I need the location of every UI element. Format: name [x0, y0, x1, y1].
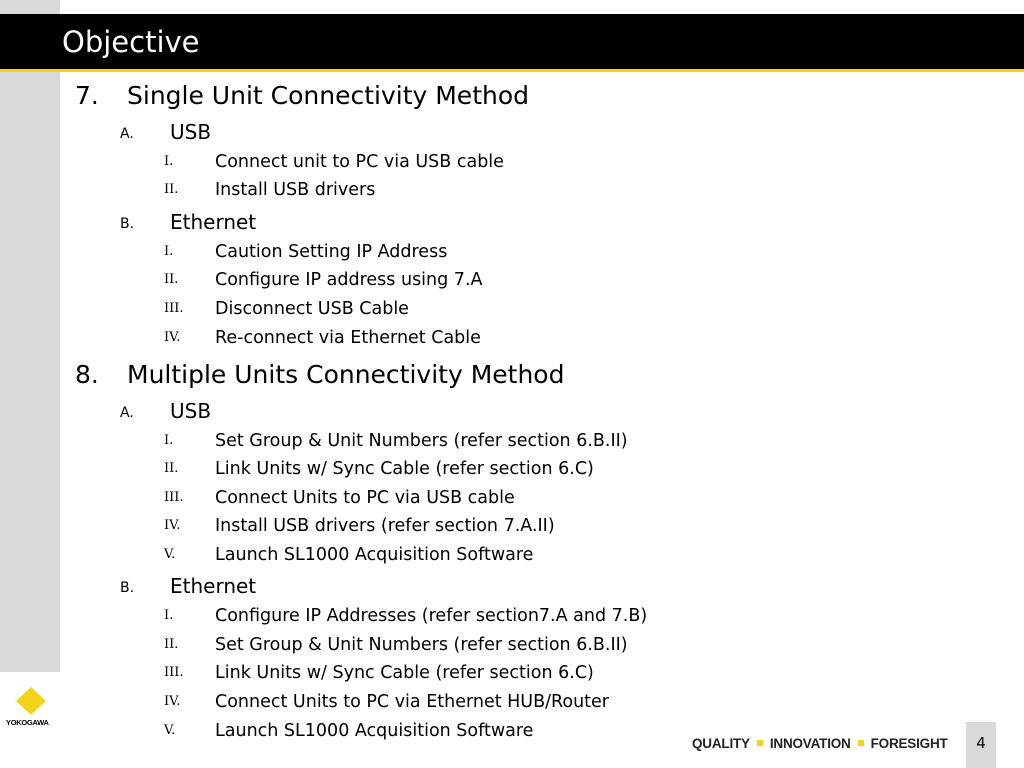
section-7-heading: Single Unit Connectivity Method [127, 81, 530, 110]
list-item-text: Connect Units to PC via USB cable [215, 488, 515, 508]
section-8b-heading: Ethernet [170, 574, 257, 598]
list-item-numeral: IV. [164, 518, 181, 533]
slide-title: Objective [62, 25, 200, 59]
list-item-numeral: I. [164, 433, 174, 448]
tagline-word: FORESIGHT [870, 736, 948, 751]
section-7a-heading: USB [170, 120, 212, 144]
list-item-text: Link Units w/ Sync Cable (refer section 6.C) [215, 459, 594, 479]
list-item-text: Launch SL1000 Acquisition Software [215, 721, 534, 741]
list-item-numeral: II. [164, 637, 179, 652]
section-7-number: 7. [75, 81, 99, 110]
list-item-numeral: III. [164, 665, 184, 680]
list-item-text: Set Group & Unit Numbers (refer section 6.B.II) [215, 431, 628, 451]
list-item-text: Install USB drivers (refer section 7.A.II) [215, 516, 555, 536]
list-item-numeral: II. [164, 182, 179, 197]
list-item-numeral: II. [164, 272, 179, 287]
list-item-text: Re-connect via Ethernet Cable [215, 328, 481, 348]
list-item-numeral: I. [164, 244, 174, 259]
list-item-text: Connect Units to PC via Ethernet HUB/Router [215, 692, 610, 712]
list-item-numeral: V. [164, 723, 176, 738]
section-8b-letter: B. [120, 580, 135, 596]
list-item-numeral: II. [164, 461, 179, 476]
list-item-numeral: III. [164, 490, 184, 505]
section-7b-letter: B. [120, 216, 135, 232]
logo-text: YOKOGAWA [6, 718, 49, 727]
footer-tagline [692, 736, 948, 751]
list-item-numeral: I. [164, 154, 174, 169]
list-item-text: Disconnect USB Cable [215, 299, 409, 319]
tagline-word: INNOVATION [769, 736, 851, 751]
square-bullet-icon [858, 740, 864, 746]
list-item-numeral: IV. [164, 330, 181, 345]
page-number-box [966, 722, 996, 768]
tagline-word: QUALITY [692, 736, 750, 751]
square-bullet-icon [757, 740, 763, 746]
page-number: 4 [976, 734, 986, 752]
list-item-text: Connect unit to PC via USB cable [215, 152, 504, 172]
section-7a-letter: A. [120, 126, 134, 142]
list-item-numeral: IV. [164, 694, 181, 709]
section-8-number: 8. [75, 360, 99, 389]
list-item-text: Set Group & Unit Numbers (refer section 6.B.II) [215, 635, 628, 655]
list-item-text: Install USB drivers [215, 180, 376, 200]
section-8a-heading: USB [170, 399, 212, 423]
list-item-text: Caution Setting IP Address [215, 242, 448, 262]
list-item-numeral: V. [164, 547, 176, 562]
list-item-text: Link Units w/ Sync Cable (refer section 6.C) [215, 663, 594, 683]
list-item-text: Configure IP Addresses (refer section7.A and 7.B) [215, 606, 648, 626]
section-7b-heading: Ethernet [170, 210, 257, 234]
list-item-text: Launch SL1000 Acquisition Software [215, 545, 534, 565]
section-8-heading: Multiple Units Connectivity Method [127, 360, 565, 389]
list-item-text: Configure IP address using 7.A [215, 270, 483, 290]
list-item-numeral: I. [164, 608, 174, 623]
list-item-numeral: III. [164, 301, 184, 316]
section-8a-letter: A. [120, 405, 134, 421]
